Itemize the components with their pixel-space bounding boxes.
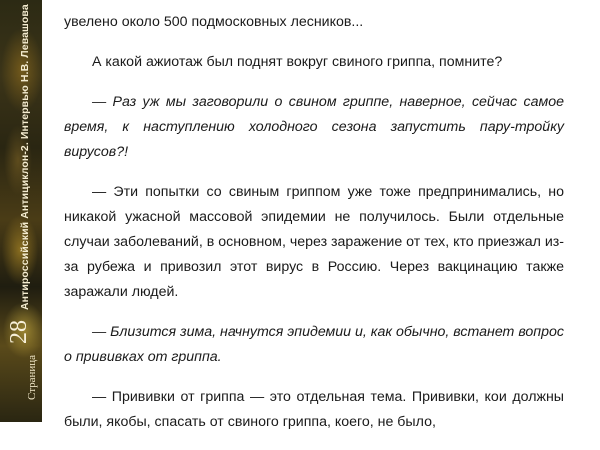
paragraph-interviewer-2: — Близится зима, начнутся эпидемии и, как обычно, встанет вопрос о прививках от гриппа.	[64, 324, 564, 365]
page-number: 28	[6, 320, 32, 344]
sidebar-banner	[0, 0, 42, 422]
page-label: Страница	[26, 354, 38, 400]
sidebar-title: Антироссийский Антициклон-2. Интервью Н.В. Левашова	[19, 4, 31, 310]
paragraph-continuation: увелено около 500 подмосковных лесников...	[64, 14, 364, 30]
paragraph-answer-1: — Эти попытки со свиным гриппом уже тоже предпринимались, но никакой ужасной массовой эпидемии не получилось. Были отдельные случаи заболеваний, в основном, через заражение от тех, кто приезжал из-за рубежа и привозил этот вирус в Россию. Через вакцинацию также заражали людей.	[64, 184, 564, 300]
paragraph-interviewer-1: — Раз уж мы заговорили о свином гриппе, наверное, сейчас самое время, к наступлению холодного сезона запустить пару-тройку вирусов?!	[64, 94, 564, 160]
paragraph-answer-2: — Прививки от гриппа — это отдельная тема. Прививки, кои должны были, якобы, спасать от свиного гриппа, коего, не было,	[64, 389, 564, 430]
article-body	[64, 10, 564, 450]
paragraph-question: А какой ажиотаж был поднят вокруг свиного гриппа, помните?	[92, 54, 503, 70]
